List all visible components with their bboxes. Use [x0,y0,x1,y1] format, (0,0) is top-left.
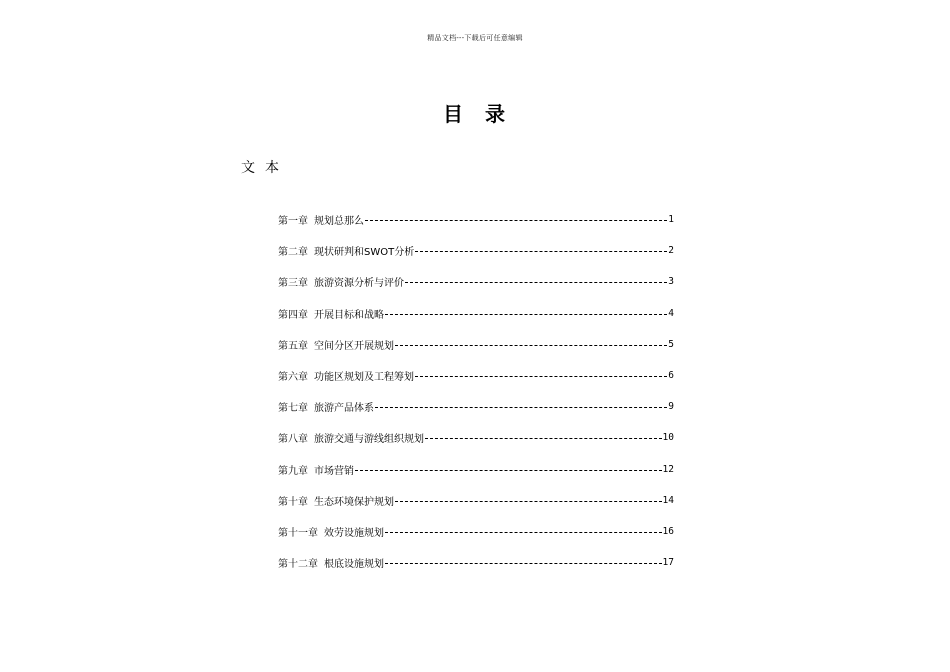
page-number: 12 [662,463,674,475]
chapter-title: 旅游交通与游线组织规划 [314,434,424,446]
chapter-number: 第十章 [278,496,308,508]
page-number: 9 [668,401,674,413]
table-of-contents [278,204,674,578]
chapter-number: 第七章 [278,403,308,415]
page-number: 16 [662,525,674,537]
toc-entry[interactable] [278,360,674,391]
chapter-title: 规划总那么 [314,216,364,228]
chapter-title: 旅游资源分析与评价 [314,278,404,290]
toc-entry[interactable] [278,266,674,297]
toc-entry[interactable] [278,547,674,578]
toc-entry[interactable] [278,391,674,422]
toc-entry[interactable] [278,454,674,485]
dot-leader [405,282,667,283]
dot-leader [385,314,667,315]
toc-entry[interactable] [278,516,674,547]
page-number: 4 [668,307,674,319]
chapter-number: 第三章 [278,278,308,290]
dot-leader [415,251,667,252]
chapter-number: 第十二章 [278,559,318,571]
chapter-number: 第一章 [278,216,308,228]
page-number: 10 [662,432,674,444]
chapter-number: 第九章 [278,465,308,477]
chapter-number: 第五章 [278,340,308,352]
page-number: 6 [668,370,674,382]
toc-entry[interactable] [278,329,674,360]
chapter-title: 旅游产品体系 [314,403,374,415]
chapter-number: 第四章 [278,309,308,321]
dot-leader [395,345,667,346]
chapter-title: 生态环境保护规划 [314,496,394,508]
section-heading: 文本 [241,160,289,176]
page-number: 17 [662,557,674,569]
page-number: 5 [668,338,674,350]
dot-leader [385,563,662,564]
page-number: 3 [668,276,674,288]
chapter-title: 效劳设施规划 [324,527,384,539]
dot-leader [355,470,662,471]
chapter-title: 开展目标和战略 [314,309,384,321]
page-number: 2 [668,245,674,257]
dot-leader [415,376,667,377]
chapter-number: 第十一章 [278,527,318,539]
chapter-number: 第八章 [278,434,308,446]
toc-entry[interactable] [278,422,674,453]
toc-entry[interactable] [278,235,674,266]
dot-leader [385,532,662,533]
dot-leader [375,407,667,408]
chapter-title: 根底设施规划 [324,559,384,571]
page-title: 目录 [443,102,527,126]
chapter-title: 空间分区开展规划 [314,340,394,352]
chapter-number: 第六章 [278,372,308,384]
page-number: 1 [668,214,674,226]
chapter-title: 市场营销 [314,465,354,477]
page-number: 14 [662,494,674,506]
dot-leader [425,438,662,439]
chapter-number: 第二章 [278,247,308,259]
toc-entry[interactable] [278,298,674,329]
dot-leader [395,501,662,502]
page-header-note: 精品文档---下载后可任意编辑 [427,34,523,42]
chapter-title: 现状研判和SWOT分析 [314,247,415,259]
chapter-title: 功能区规划及工程筹划 [314,372,414,384]
toc-entry[interactable] [278,485,674,516]
toc-entry[interactable] [278,204,674,235]
dot-leader [365,220,667,221]
